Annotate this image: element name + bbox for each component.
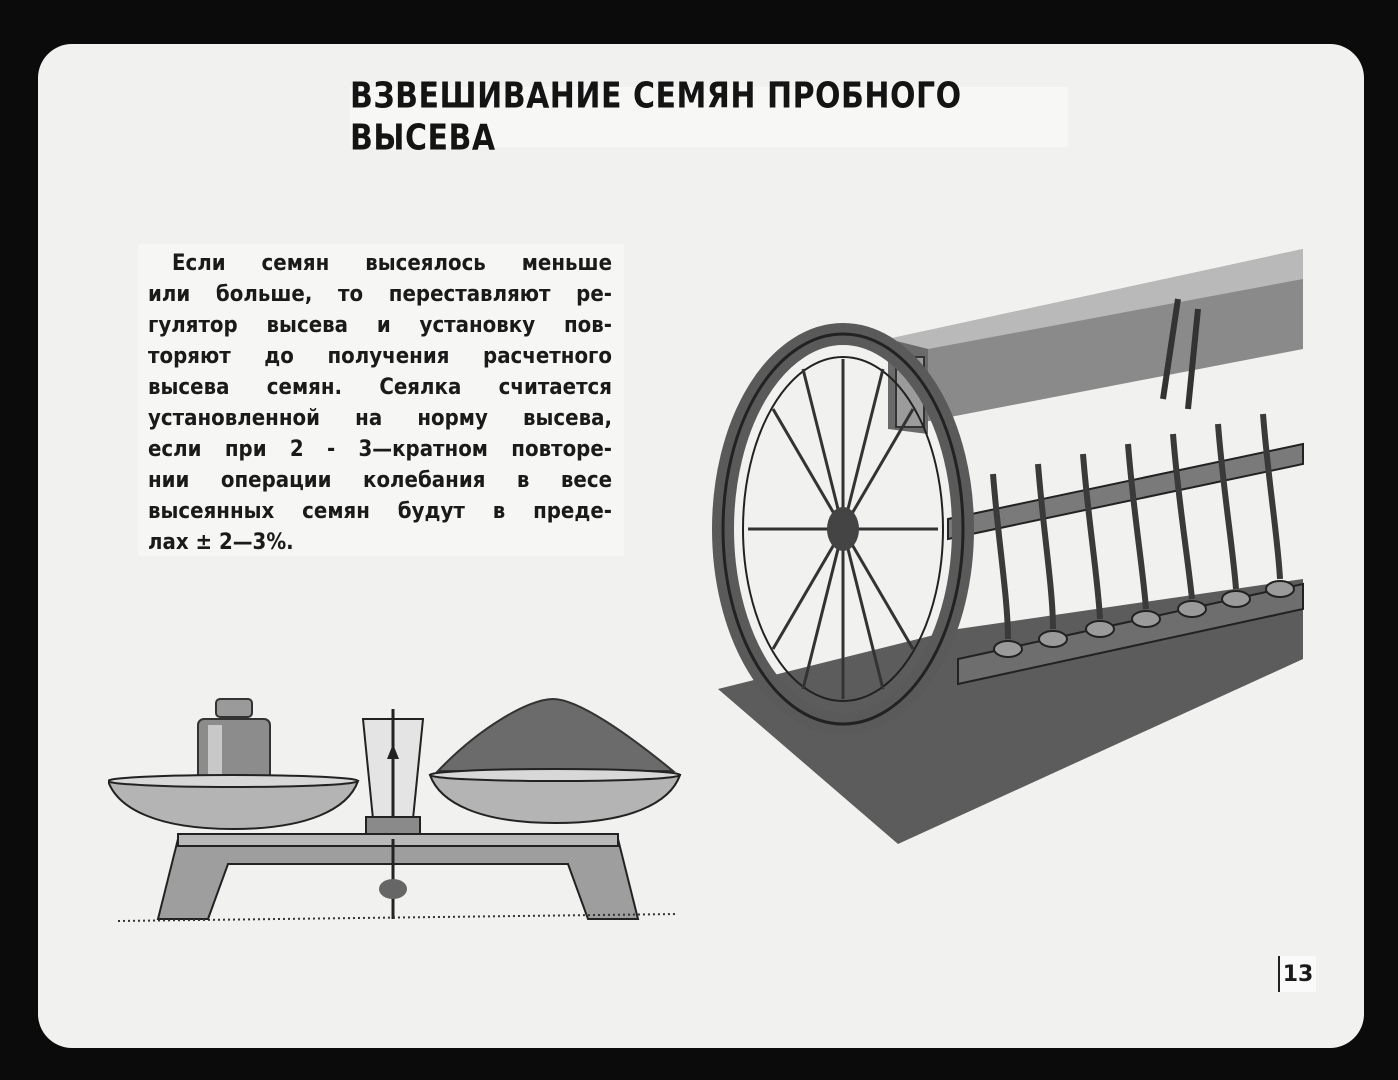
scale-pointer	[363, 709, 423, 835]
body-line: или больше, то переставляют ре-	[148, 282, 612, 307]
body-line: лах ± 2—3%.	[148, 530, 294, 555]
seeder-illustration	[708, 239, 1308, 849]
body-line: если при 2 - 3—кратном повторе-	[148, 437, 612, 462]
grain-pile	[438, 699, 673, 771]
filmstrip-slide	[38, 44, 1364, 1048]
body-text	[138, 244, 624, 556]
seeder-wheel	[723, 334, 963, 724]
page-number: 13	[1278, 956, 1316, 992]
page-title: ВЗВЕШИВАНИЕ СЕМЯН ПРОБНОГО ВЫСЕВА	[350, 87, 1068, 147]
body-line: установленной на норму высева,	[148, 406, 612, 431]
body-line: торяют до получения расчетного	[148, 344, 612, 369]
body-line: Если семян высеялось меньше	[172, 251, 612, 276]
body-line: высеянных семян будут в преде-	[148, 499, 612, 524]
body-line: высева семян. Сеялка считается	[148, 375, 612, 400]
weight-icon	[198, 699, 270, 781]
scale-illustration	[108, 689, 688, 929]
body-line: нии операции колебания в весе	[148, 468, 612, 493]
scale-base	[158, 834, 638, 919]
body-line: гулятор высева и установку пов-	[148, 313, 612, 338]
